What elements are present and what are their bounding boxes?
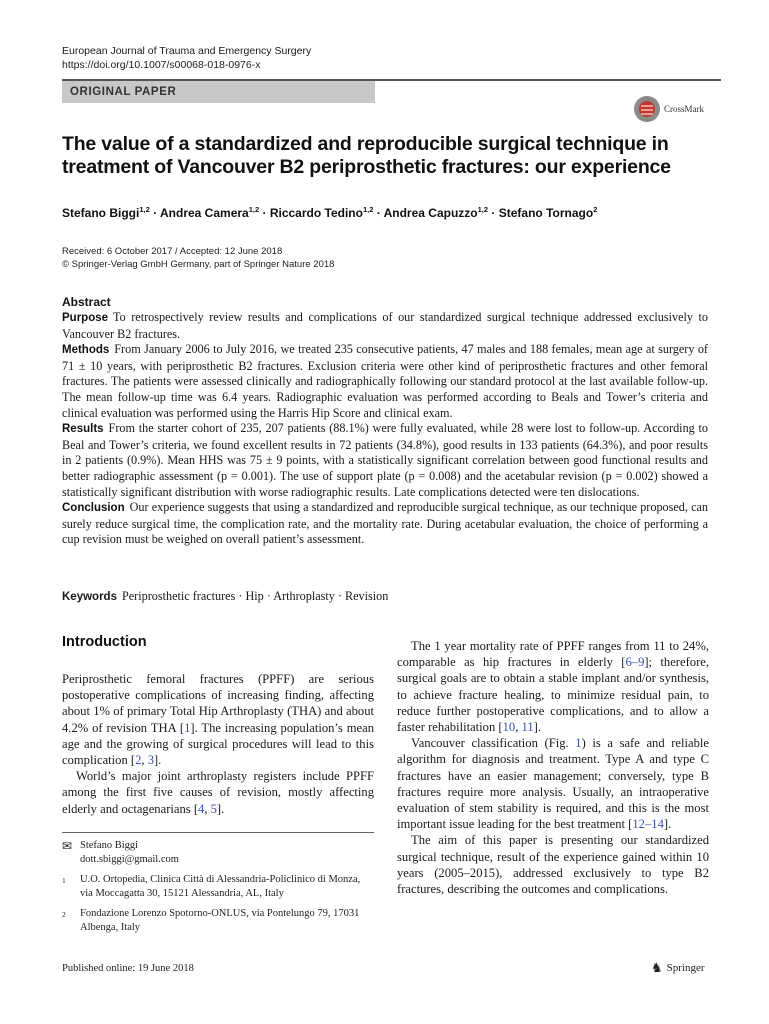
citation-link[interactable]: 11: [521, 720, 534, 735]
affiliation-mark: 2: [62, 910, 66, 919]
keywords: [62, 589, 388, 604]
author-separator: ·: [149, 206, 160, 220]
abstract-label: Methods: [62, 344, 110, 357]
springer-logo: [651, 960, 705, 976]
crossmark-icon: [634, 96, 660, 122]
abstract-label: Results: [62, 423, 104, 436]
doi-link[interactable]: https://doi.org/10.1007/s00068-018-0976-x: [62, 59, 261, 71]
paragraph-text: The aim of this paper is presenting our standardized surgical technique, result of the experience gained within 10 years (2005–2015), addressed exclusively to type B2 fractures, describing the outcomes and complications.: [397, 833, 709, 897]
body-paragraph: [397, 638, 709, 735]
paragraph-text: Periprosthetic femoral fractures (PPFF) are serious postoperative complications of increasing finding, affecting about 1% of primary Total Hip Arthroplasty (THA) and about 4.2% of revision THA [: [62, 672, 374, 735]
citation-link[interactable]: 1: [575, 736, 582, 751]
citation-link[interactable]: 10: [502, 720, 516, 735]
journal-name: European Journal of Trauma and Emergency Surgery: [62, 45, 312, 57]
citation-link[interactable]: 2: [135, 753, 142, 768]
paragraph-text: ,: [204, 801, 211, 816]
paragraph-text: ].: [663, 817, 672, 832]
keywords-label: Keywords: [62, 591, 117, 603]
citation-link[interactable]: 4: [198, 801, 205, 816]
abstract-label: Purpose: [62, 312, 109, 324]
footnote-rule: [62, 832, 374, 833]
citation-link[interactable]: 5: [210, 801, 217, 816]
citation-link[interactable]: 12–14: [632, 817, 664, 832]
abstract-text: From the starter cohort of 235, 207 patients (88.1%) were fully evaluated, while 28 were lost to follow-up. According to Beal and Tower’s criteria, we found excellent results in 72 patients (34.8%), good results in 133 patients (64.3%), and poor results in 2 patients (0.9%). Mean HHS was 75 ± 9 points, with a statistically significant correlation between good functional results and better radiographic assessment (p = 0.001). The use of support plate (p = 0.008) and the acetabular revision (p = 0.002) showed a statistically significant distribution with worse radiographic results. Late complications detected were ten dislocations.: [62, 421, 708, 499]
abstract-conclusion: [62, 500, 708, 548]
body-paragraph: [62, 768, 374, 817]
springer-horse-icon: ♞: [651, 960, 663, 975]
keywords-text: Periprosthetic fractures · Hip · Arthroplasty · Revision: [121, 589, 389, 603]
correspondence-note: [62, 839, 374, 866]
author-affiliation-mark: 1,2: [139, 205, 150, 214]
corresponding-author: Stefano Biggi: [80, 840, 139, 851]
affiliation-mark: 1: [62, 876, 66, 885]
article-title: The value of a standardized and reproducible surgical technique in treatment of Vancouver B2 periprosthetic fractures: our experience: [62, 133, 671, 178]
abstract-results: [62, 421, 708, 500]
abstract-text: From January 2006 to July 2016, we treated 235 consecutive patients, 47 males and 188 females, mean age at surgery of 71 ± 10 years, with periprosthetic B2 fractures. Exclusion criteria were other kind of periprosthetic fractures and other femoral fractures. The patients were assessed clinically and radiographically following our standard protocol at the last available follow-up. The mean follow-up time was 6.4 years. Radiographic evaluation was performed according to Beals and Tower’s criteria and clinical evaluation was performed using the Harris Hip Score and clinical exam.: [62, 342, 708, 420]
envelope-icon: ✉: [62, 839, 73, 853]
author-affiliation-mark: 1,2: [362, 205, 374, 214]
paragraph-text: ].: [533, 720, 541, 735]
author-name[interactable]: Stefano Tornago: [498, 206, 594, 220]
corresponding-email[interactable]: dott.sbiggi@gmail.com: [80, 853, 179, 865]
citation-link[interactable]: 6–9: [625, 655, 645, 670]
author-separator: ·: [373, 206, 384, 220]
author-name[interactable]: Andrea Camera: [160, 206, 249, 220]
published-date: Published online: 19 June 2018: [62, 963, 194, 974]
abstract-heading: Abstract: [62, 295, 111, 309]
affiliation-1: [62, 873, 374, 900]
author-list: [62, 205, 597, 220]
abstract-text: To retrospectively review results and complications of our standardized surgical technique addressed exclusively to Vancouver B2 fractures.: [62, 310, 708, 341]
author-separator: ·: [259, 206, 270, 220]
author-affiliation-mark: 2: [593, 205, 598, 214]
publisher-name: Springer: [666, 962, 705, 974]
paragraph-text: ) is a safe and reliable algorithm for diagnosis and treatment. Type A and type C fractures have an easier management; conversely, type B fractures require more analysis. Usually, an intraoperative evaluation of stem stability is required, and this is the most important issue leading for the best treatment [: [397, 736, 709, 832]
introduction-right-column: [397, 638, 709, 897]
abstract: [62, 295, 708, 548]
crossmark-label: CrossMark: [664, 104, 704, 114]
author-separator: ·: [488, 206, 499, 220]
section-label: ORIGINAL PAPER: [70, 86, 177, 98]
paragraph-text: World’s major joint arthroplasty registers include PPFF among the first five causes of revision, mostly affecting elderly and octagenarians [: [62, 769, 374, 816]
abstract-methods: [62, 342, 708, 421]
citation-link[interactable]: 3: [147, 753, 154, 768]
abstract-label: Conclusion: [62, 502, 125, 515]
abstract-text: Our experience suggests that using a standardized and reproducible surgical technique, as our technique proposed, can surely reduce surgical time, the complication rate, and the mortality rate. During acetabular evaluation, the choice of performing a cup revision must be weighed on overall patient’s assessment.: [62, 500, 708, 547]
introduction-left-column: [62, 671, 374, 817]
affiliation-2: [62, 907, 374, 934]
footnotes: [62, 839, 374, 941]
paragraph-text: ].: [216, 801, 225, 816]
paragraph-text: ,: [141, 753, 148, 768]
body-paragraph: [62, 671, 374, 768]
received-accepted-dates: Received: 6 October 2017 / Accepted: 12 June 2018: [62, 246, 283, 257]
body-paragraph: [397, 735, 709, 832]
author-name[interactable]: Stefano Biggi: [62, 206, 140, 220]
citation-link[interactable]: 1: [184, 720, 191, 735]
body-paragraph: [397, 832, 709, 897]
paragraph-text: The 1 year mortality rate of PPFF ranges from 11 to 24%, comparable as hip fractures in elderly [: [397, 639, 709, 670]
affiliation-text: U.O. Ortopedia, Clinica Città di Alessandria-Policlinico di Monza, via Moccagatta 30, 15121 Alessandria, AL, Italy: [80, 874, 361, 899]
author-name[interactable]: Riccardo Tedino: [269, 206, 363, 220]
affiliation-text: Fondazione Lorenzo Spotorno-ONLUS, via Pontelungo 79, 17031 Albenga, Italy: [80, 908, 360, 933]
paragraph-text: ]; therefore, surgical goals are to obtain a stable implant and/or synthesis, to achieve fracture healing, to minimize residual pain, to reduce further postoperative complications, and to allow a faster rehabilitation [: [397, 655, 709, 735]
author-affiliation-mark: 1,2: [248, 205, 260, 214]
author-affiliation-mark: 1,2: [477, 205, 489, 214]
crossmark-badge[interactable]: [634, 96, 704, 122]
paragraph-text: Vancouver classification (Fig.: [411, 736, 576, 751]
introduction-heading: Introduction: [62, 634, 147, 650]
paragraph-text: ]. The increasing population’s mean age and the growing of surgical procedures will lead to this complication [: [62, 720, 374, 768]
author-name[interactable]: Andrea Capuzzo: [383, 206, 478, 220]
copyright-notice: © Springer-Verlag GmbH Germany, part of Springer Nature 2018: [62, 259, 335, 270]
paragraph-text: ].: [153, 753, 162, 768]
paragraph-text: ,: [515, 720, 522, 735]
abstract-purpose: [62, 310, 708, 342]
